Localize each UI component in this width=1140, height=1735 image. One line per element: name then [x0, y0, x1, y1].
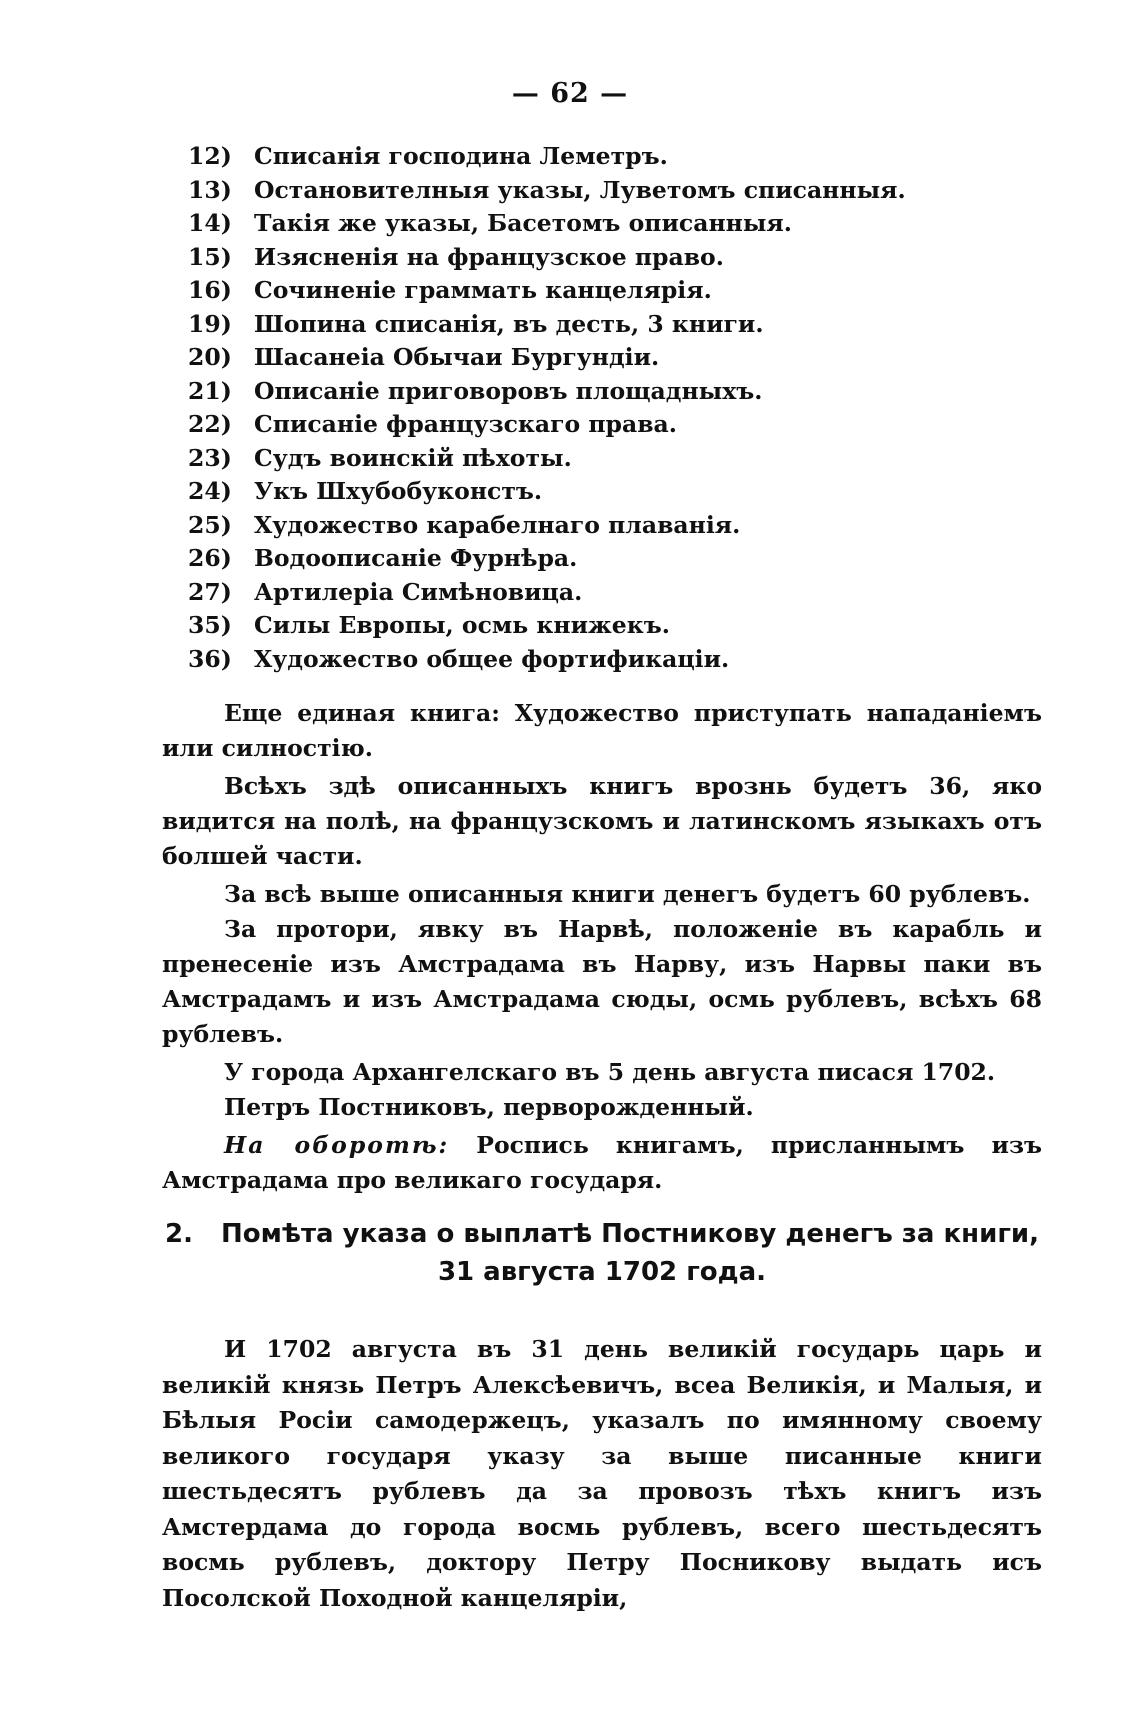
body-text: [162, 696, 1042, 1198]
item-title: Шопина списанія, въ десть, 3 книги.: [254, 309, 764, 338]
list-item: [188, 442, 906, 476]
item-title: Такія же указы, Басетомъ описанныя.: [254, 209, 792, 237]
item-title: Остановителныя указы, Луветомъ списанныя.: [254, 175, 906, 204]
section-heading: [162, 1215, 1042, 1291]
item-number: 15): [188, 242, 232, 271]
paragraph-extra-book: Еще единая книга: Художество приступать нападаніемъ или силностію.: [162, 699, 1042, 762]
list-item: [188, 341, 906, 375]
paragraph-date-place: У города Архангелскаго въ 5 день августа писася 1702.: [224, 1058, 996, 1086]
paragraph-total-price: За всѣ выше описанныя книги денегъ будетъ 60 рублевъ.: [224, 880, 1031, 908]
list-item: [188, 408, 906, 442]
list-item: [188, 643, 906, 677]
section-title-part-1: Помѣта указа о выплатѣ Постникову денегъ за книги,: [220, 1219, 1040, 1249]
item-number: 16): [188, 276, 232, 304]
list-item: [188, 609, 906, 643]
list-item: [188, 140, 906, 174]
note-text: Роспись книгамъ, присланнымъ изъ Амстрадама про великаго государя.: [162, 1131, 1042, 1194]
item-title: Сочиненіе граммать канцелярія.: [254, 276, 712, 304]
item-number: 26): [188, 544, 232, 572]
item-title: Изясненія на французское право.: [254, 242, 724, 271]
item-number: 23): [188, 443, 232, 472]
item-number: 25): [188, 510, 232, 539]
section-heading-line-1: [162, 1215, 1042, 1253]
section-title-part-2: 31 августа 1702 года.: [437, 1257, 767, 1287]
item-number: 12): [188, 142, 232, 170]
paragraph-total-count: Всѣхъ здѣ описанныхъ книгъ врознь будетъ 36, яко видится на полѣ, на французскомъ и латинскомъ языкахъ отъ болшей части.: [162, 772, 1042, 870]
item-title: Силы Европы, осмь книжекъ.: [254, 611, 670, 639]
item-number: 35): [188, 611, 232, 639]
item-title: Шасанеіа Обычаи Бургундіи.: [254, 343, 660, 371]
item-title: Описаніе приговоровъ площадныхъ.: [254, 376, 763, 405]
item-title: Укъ Шхубобуконстъ.: [254, 477, 543, 505]
decree-paragraph: И 1702 августа въ 31 день великій государь царь и великій князь Петръ Алексѣевичъ, всеа Великія, и Малыя, и Бѣлыя Росіи самодержецъ, указалъ по имянному своему великого государя указу за выше писанные книги шестьдесятъ рублевъ да за провозъ тѣхъ книгъ изъ Амстердама до города восмь рублевъ, всего шестьдесятъ восмь рублевъ, доктору Петру Посникову выдать исъ Посолской Походной канцеляріи,: [162, 1335, 1042, 1612]
list-item: [188, 274, 906, 308]
book-list: [188, 140, 906, 676]
item-number: 14): [188, 209, 232, 237]
item-number: 24): [188, 477, 232, 505]
item-number: 27): [188, 577, 232, 606]
section-number: 2.: [164, 1219, 193, 1249]
list-item: [188, 241, 906, 275]
item-title: Артилеріа Симѣновица.: [254, 577, 583, 606]
list-item: [188, 576, 906, 610]
item-number: 22): [188, 410, 232, 438]
page-number: — 62 —: [511, 78, 629, 109]
paragraph-expenses: За протори, явку въ Нарвѣ, положеніе въ карабль и пренесеніе изъ Амстрадама въ Нарву, изъ Нарвы паки въ Амстрадамъ и изъ Амстрадама сюды, осмь рублевъ, всѣхъ 68 рублевъ.: [162, 915, 1042, 1048]
list-item: [188, 542, 906, 576]
paragraph-reverse-note: [162, 1128, 1042, 1198]
item-title: Списаніе французскаго права.: [254, 410, 677, 438]
list-item: [188, 308, 906, 342]
item-number: 19): [188, 309, 232, 338]
list-item: [188, 207, 906, 241]
item-number: 13): [188, 175, 232, 204]
item-number: 36): [188, 644, 232, 673]
item-title: Водоописаніе Фурнѣра.: [254, 544, 578, 572]
list-item: [188, 509, 906, 543]
paragraph-signature: Петръ Постниковъ, перворожденный.: [224, 1093, 754, 1121]
note-label: На оборотѣ:: [224, 1131, 450, 1159]
list-item: [188, 475, 906, 509]
list-item: [188, 375, 906, 409]
item-title: Художество карабелнаго плаванія.: [254, 510, 741, 539]
item-number: 20): [188, 343, 232, 371]
list-item: [188, 174, 906, 208]
item-title: Списанія господина Леметръ.: [254, 142, 668, 170]
item-title: Судъ воинскій пѣхоты.: [254, 443, 572, 472]
item-number: 21): [188, 376, 232, 405]
item-title: Художество общее фортификаціи.: [254, 644, 730, 673]
